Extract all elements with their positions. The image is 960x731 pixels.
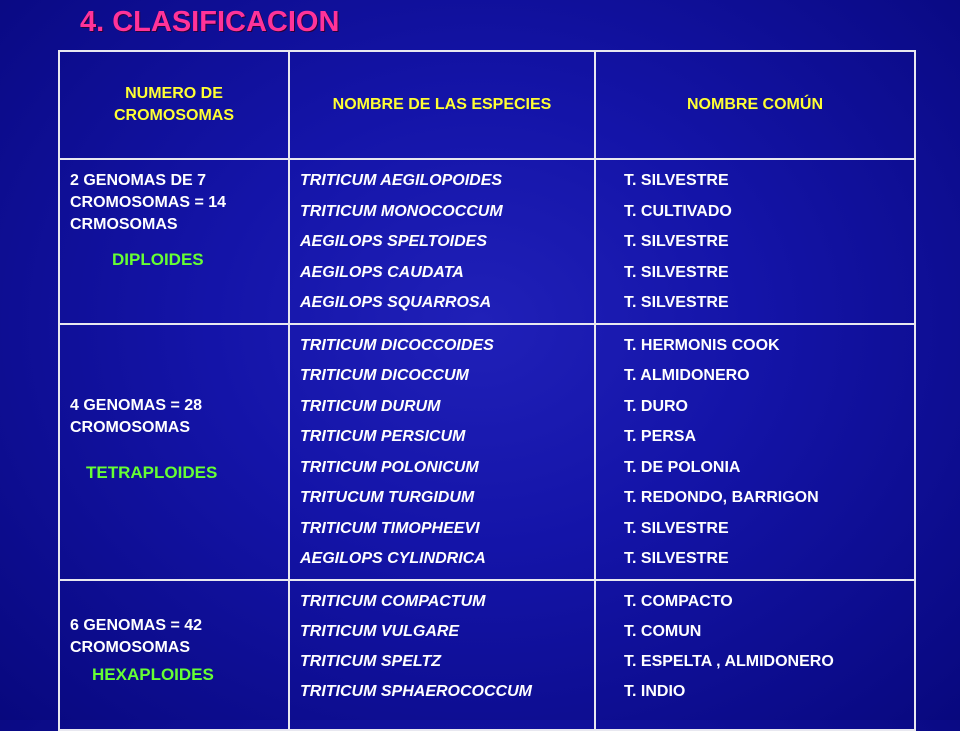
- common-name: T. COMPACTO: [624, 592, 733, 610]
- common-name: T. SILVESTRE: [624, 294, 729, 311]
- ploidy-label: TETRAPLOIDES: [86, 462, 218, 482]
- genome-description: 6 GENOMAS = 42 CROMOSOMAS: [70, 616, 203, 656]
- species-name: TRITICUM PERSICUM: [300, 428, 466, 445]
- classification-table: [58, 50, 916, 731]
- table-row-tetraploids: [59, 324, 915, 580]
- common-name-cell: [595, 580, 915, 730]
- common-name: T. CULTIVADO: [624, 202, 732, 220]
- common-name: T. REDONDO, BARRIGON: [624, 489, 819, 506]
- common-name: T. DE POLONIA: [624, 458, 741, 476]
- genome-cell: [59, 159, 289, 324]
- common-name-list: [596, 325, 914, 579]
- common-name: T. COMUN: [624, 622, 702, 640]
- table-row-hexaploids: [59, 580, 915, 730]
- species-name: TRITUCUM TURGIDUM: [300, 489, 475, 506]
- genome-description: 4 GENOMAS = 28 CROMOSOMAS: [70, 396, 203, 436]
- species-list: [290, 160, 594, 323]
- common-name: T. PERSA: [624, 428, 697, 445]
- header-label: NOMBRE DE LAS ESPECIES: [332, 96, 552, 113]
- species-cell: [289, 159, 595, 324]
- species-name: AEGILOPS CAUDATA: [300, 263, 464, 281]
- ploidy-label: HEXAPLOIDES: [92, 664, 214, 684]
- common-name: T. SILVESTRE: [624, 263, 729, 281]
- common-name: T. INDIO: [624, 682, 686, 700]
- species-name: AEGILOPS SQUARROSA: [300, 294, 492, 311]
- species-name: TRITICUM DICOCCOIDES: [300, 336, 494, 354]
- species-name: TRITICUM VULGARE: [300, 622, 460, 640]
- species-name: TRITICUM POLONICUM: [300, 458, 479, 476]
- common-name: T. SILVESTRE: [624, 233, 729, 250]
- genome-cell: [59, 580, 289, 730]
- header-species-name: [289, 51, 595, 159]
- species-cell: [289, 580, 595, 730]
- common-name-list: [596, 581, 914, 711]
- header-row: [59, 51, 915, 159]
- header-chromosome-number: [59, 51, 289, 159]
- species-name: TRITICUM DICOCCUM: [300, 367, 469, 384]
- genome-description: 2 GENOMAS DE 7 CROMOSOMAS = 14 CRMOSOMAS: [70, 172, 227, 233]
- common-name: T. DURO: [624, 397, 688, 415]
- species-name: TRITICUM AEGILOPOIDES: [300, 172, 503, 189]
- species-name: TRITICUM TIMOPHEEVI: [300, 519, 480, 537]
- common-name: T. SILVESTRE: [624, 550, 729, 567]
- species-list: [290, 325, 594, 579]
- header-label: NOMBRE COMÚN: [687, 96, 823, 113]
- species-name: TRITICUM SPELTZ: [300, 652, 442, 670]
- common-name-cell: [595, 159, 915, 324]
- header-common-name: [595, 51, 915, 159]
- common-name-cell: [595, 324, 915, 580]
- ploidy-label: DIPLOIDES: [112, 250, 204, 269]
- common-name: T. SILVESTRE: [624, 172, 729, 189]
- species-name: TRITICUM COMPACTUM: [300, 592, 486, 610]
- common-name-list: [596, 160, 914, 323]
- species-name: TRITICUM SPHAEROCOCCUM: [300, 682, 532, 700]
- species-name: TRITICUM MONOCOCCUM: [300, 202, 503, 220]
- species-name: AEGILOPS CYLINDRICA: [300, 550, 486, 567]
- species-name: TRITICUM DURUM: [300, 397, 441, 415]
- species-list: [290, 581, 594, 703]
- header-label: NUMERO DE CROMOSOMAS: [114, 85, 234, 124]
- common-name: T. HERMONIS COOK: [624, 336, 780, 354]
- common-name: T. ALMIDONERO: [624, 367, 750, 384]
- common-name: T. ESPELTA , ALMIDONERO: [624, 652, 834, 670]
- species-name: AEGILOPS SPELTOIDES: [300, 233, 487, 250]
- common-name: T. SILVESTRE: [624, 519, 729, 537]
- genome-cell: [59, 324, 289, 580]
- species-cell: [289, 324, 595, 580]
- slide-title: 4. CLASIFICACION: [80, 6, 340, 38]
- table-row-diploids: [59, 159, 915, 324]
